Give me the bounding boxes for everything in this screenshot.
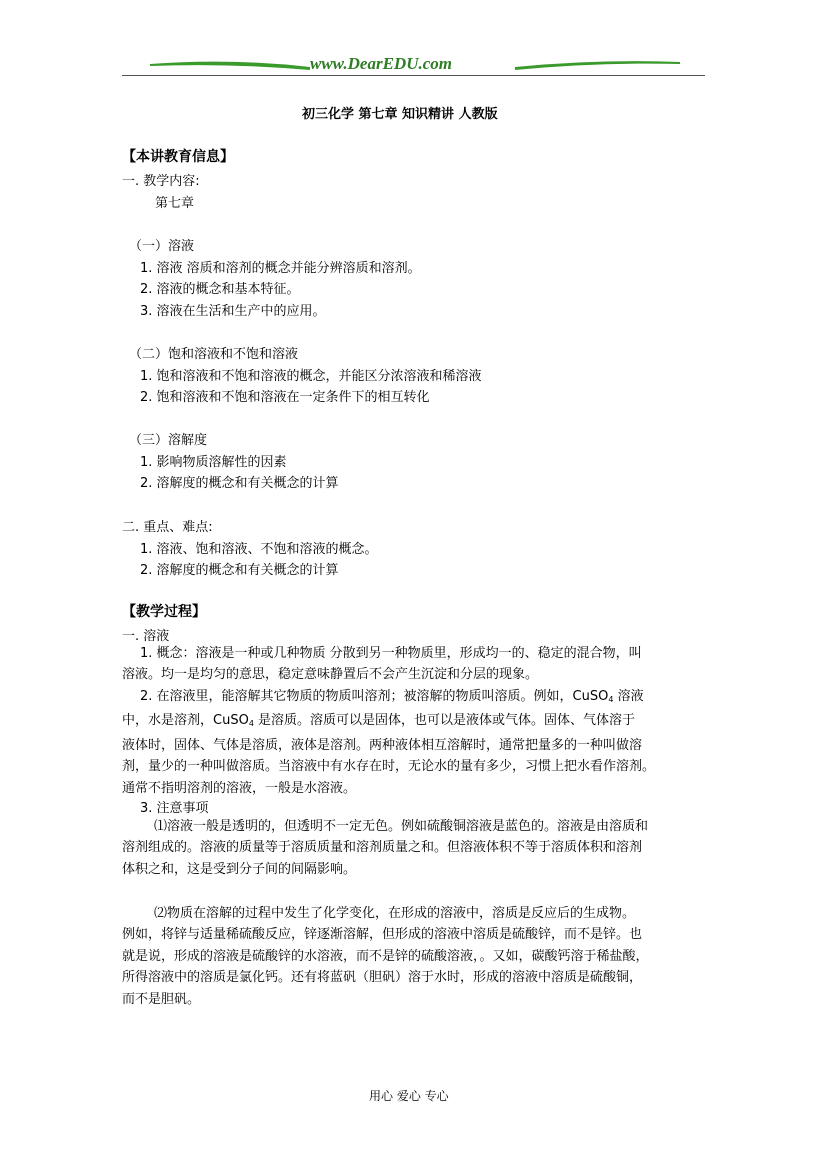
- notes-heading: 3. 注意事项: [140, 801, 209, 816]
- group-heading-solubility: （三）溶解度: [129, 433, 208, 448]
- page-title: 初三化学 第七章 知识精讲 人教版: [302, 107, 498, 122]
- list-item: 1. 溶液 溶质和溶剂的概念并能分辨溶质和溶剂。: [140, 261, 421, 276]
- logo-text: www.DearEDU.com: [310, 54, 452, 73]
- text-line: 而不是胆矾。: [122, 991, 201, 1007]
- text-segment: 是溶质。溶质可以是固体，也可以是液体或气体。固体、气体溶于: [253, 713, 636, 729]
- paragraph-solvent-solute: [122, 686, 706, 799]
- text-line: 就是说，形成的溶液是硫酸锌的水溶液，而不是锌的硫酸溶液，。又如，碳酸钙溶于稀盐酸，: [122, 948, 649, 964]
- text-line: 剂，量少的一种叫做溶质。当溶液中有水存在时，无论水的量有多少，习惯上把水看作溶剂。: [122, 759, 656, 775]
- section-heading-info: 【本讲教育信息】: [122, 149, 234, 165]
- paragraph-note-2: [122, 903, 706, 1010]
- text-line: [122, 710, 706, 734]
- header-divider: [122, 75, 705, 76]
- text-line: 溶剂组成的。溶液的质量等于溶质质量和溶剂质量之和。但溶液体积不等于溶质体积和溶剂: [122, 840, 643, 856]
- part-heading-solution: 一. 溶液: [122, 629, 170, 644]
- text-segment: 溶液: [613, 689, 644, 704]
- text-line: ⑴溶液一般是透明的，但透明不一定无色。例如硫酸铜溶液是蓝色的。溶液是由溶质和: [154, 819, 649, 834]
- chapter-label: 第七章: [155, 196, 195, 211]
- list-item: 3. 溶液在生活和生产中的应用。: [140, 304, 326, 319]
- list-item: 2. 溶液的概念和基本特征。: [140, 282, 300, 297]
- subscript: 4: [608, 695, 614, 704]
- part-heading-content: 一. 教学内容:: [122, 174, 200, 189]
- list-item: 2. 溶解度的概念和有关概念的计算: [140, 563, 339, 578]
- site-logo: [150, 54, 680, 80]
- text-segment: 2. 在溶液里，能溶解其它物质的物质叫溶剂；被溶解的物质叫溶质。例如，CuSO: [140, 689, 609, 704]
- text-line: 溶液。均一是均匀的意思，稳定意味静置后不会产生沉淀和分层的现象。: [122, 667, 539, 683]
- subscript: 4: [248, 719, 254, 729]
- list-item: 2. 饱和溶液和不饱和溶液在一定条件下的相互转化: [140, 390, 430, 405]
- part-heading-keypoints: 二. 重点、难点:: [122, 520, 213, 535]
- group-heading-solution: （一）溶液: [129, 239, 195, 254]
- text-line: [122, 686, 706, 710]
- section-heading-process: 【教学过程】: [122, 604, 206, 620]
- list-item: 1. 溶液、饱和溶液、不饱和溶液的概念。: [140, 542, 378, 557]
- list-item: 2. 溶解度的概念和有关概念的计算: [140, 476, 339, 491]
- text-line: 液体时，固体、气体是溶质，液体是溶剂。两种液体相互溶解时，通常把量多的一种叫做溶: [122, 737, 643, 753]
- text-line: 例如，将锌与适量稀硫酸反应，锌逐渐溶解，但形成的溶液中溶质是硫酸锌，而不是锌。也: [122, 927, 643, 943]
- paragraph-note-1: [122, 816, 706, 880]
- list-item: 1. 饱和溶液和不饱和溶液的概念，并能区分浓溶液和稀溶液: [140, 369, 482, 384]
- group-heading-saturated: （二）饱和溶液和不饱和溶液: [129, 347, 299, 362]
- list-item: 1. 影响物质溶解性的因素: [140, 455, 287, 470]
- text-line: ⑵物质在溶解的过程中发生了化学变化，在形成的溶液中，溶质是反应后的生成物。: [154, 906, 636, 921]
- text-line: 通常不指明溶剂的溶液，一般是水溶液。: [122, 780, 357, 796]
- text-segment: 中，水是溶剂，CuSO: [122, 713, 249, 729]
- paragraph-concept: [122, 643, 706, 686]
- text-line: 所得溶液中的溶质是氯化钙。还有将蓝矾（胆矾）溶于水时，形成的溶液中溶质是硫酸铜，: [122, 970, 643, 986]
- text-line: 1. 概念：溶液是一种或几种物质 分散到另一种物质里，形成均一的、稳定的混合物，叫: [140, 646, 642, 661]
- page-footer: 用心 爱心 专心: [369, 1089, 449, 1103]
- text-line: 体积之和，这是受到分子间的间隔影响。: [122, 861, 357, 877]
